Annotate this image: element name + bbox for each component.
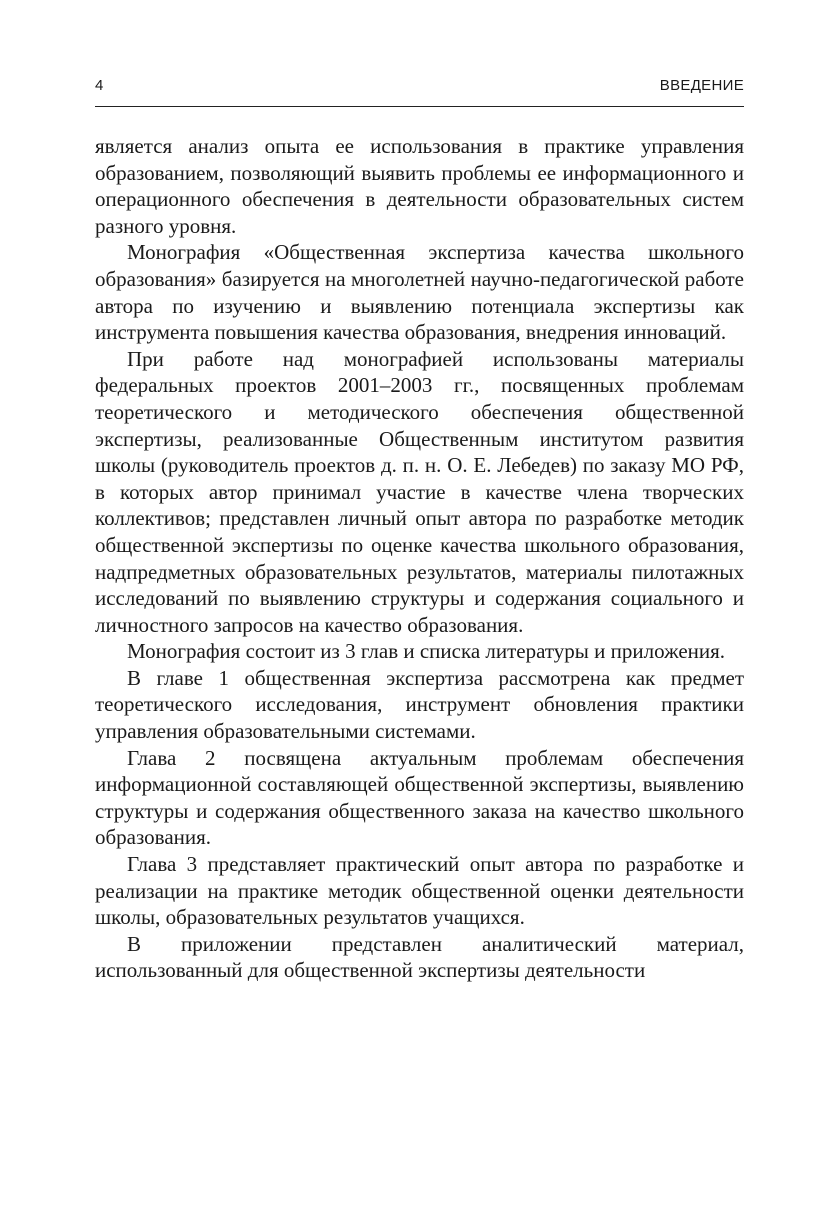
paragraph-appendix: В приложении представлен аналитический материал, использованный для общественной экспертизы деятельности (95, 931, 744, 983)
paragraph-chapter-2: Глава 2 посвящена актуальным проблемам обеспечения информационной составляющей общественной экспертизы, выявлению структуры и содержания общественного заказа на качество школьного образования. (95, 745, 744, 850)
paragraph-structure: Монография состоит из 3 глав и списка литературы и приложения. (127, 639, 726, 664)
page-number: 4 (95, 77, 104, 94)
body-text (95, 133, 744, 984)
paragraph-continuation: является анализ опыта ее использования в практике управления образованием, позволяющий выявить проблемы ее информационного и операционного обеспечения в деятельности образовательных систем разного уровня. (95, 134, 744, 238)
paragraph-monograph-basis: Монография «Общественная экспертиза качества школьного образования» базируется на многолетней научно-педагогической работе автора по изучению и выявлению потенциала экспертизы как инструмента повышения качества образования, внедрения инноваций. (95, 240, 744, 345)
paragraph-chapter-3: Глава 3 представляет практический опыт автора по разработке и реализации на практике методик общественной оценки деятельности школы, образовательных результатов учащихся. (95, 852, 744, 930)
running-title: ВВЕДЕНИЕ (659, 77, 744, 94)
paragraph-chapter-1: В главе 1 общественная экспертиза рассмотрена как предмет теоретического исследования, инструмент обновления практики управления образовательными системами. (95, 665, 744, 744)
page-header (95, 72, 744, 107)
paragraph-materials-used: При работе над монографией использованы материалы федеральных проектов 2001–2003 гг., посвященных проблемам теоретического и методического обеспечения общественной экспертизы, реализованные Общественным институтом развития школы (руководитель проектов д. п. н. О. Е. Лебедев) по заказу МО РФ, в которых автор принимал участие в качестве члена творческих коллективов; представлен личный опыт автора по разработке методик общественной экспертизы по оценке качества школьного образования, надпредметных образовательных результатов, материалы пилотажных исследований по выявлению структуры и содержания социального и личностного запросов на качество образования. (95, 346, 744, 637)
